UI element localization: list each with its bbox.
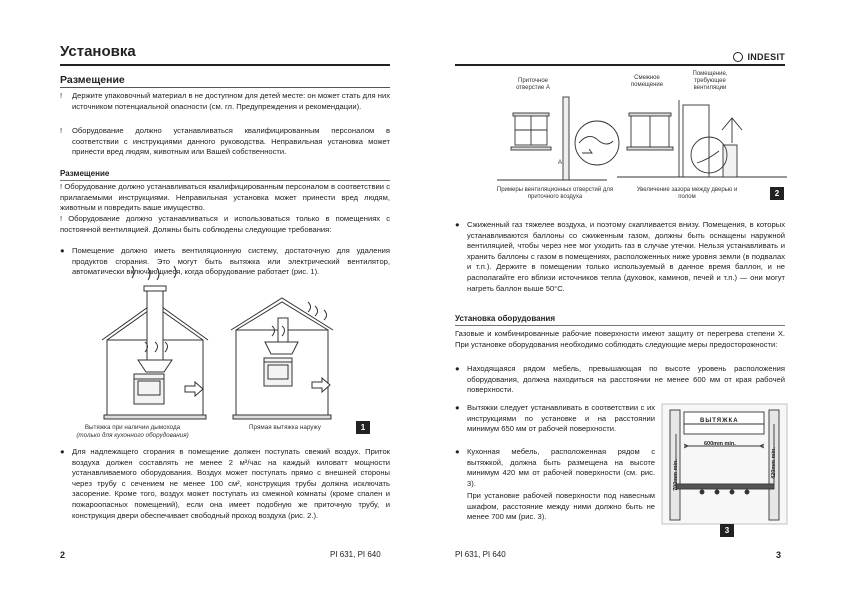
warning-packaging: ! Держите упаковочный материал в не доступном для детей месте: он может стать для них источником потенциальной опасности (см. гл. Предупреждения и рекомендации). bbox=[60, 91, 390, 111]
brand-icon bbox=[733, 52, 743, 62]
dim-600: 600mm min. bbox=[704, 441, 736, 447]
brand-name: INDESIT bbox=[747, 51, 786, 62]
dim-420: 420mm min. bbox=[770, 447, 777, 479]
caption-gap: Увеличение зазора между дверью и полом bbox=[636, 187, 738, 200]
label-hood: ВЫТЯЖКА bbox=[700, 418, 739, 424]
caption-direct: Прямая вытяжка наружу bbox=[249, 424, 321, 431]
section-rule bbox=[60, 87, 390, 88]
subsection-rule bbox=[60, 180, 390, 181]
figure-2-diagram bbox=[497, 95, 787, 195]
warning-qualified-text: Оборудование должно устанавливаться квалифицированным персоналом в соответствии с инструкциями данного руководства. Неправильная установка может принести вред людям, животным или Вашей собственности. bbox=[72, 126, 390, 157]
page-number-right: 3 bbox=[776, 550, 782, 560]
para-ventilation: ! Оборудование должно устанавливаться и использоваться только в помещениях с постоянной вентиляцией. Должны быть соблюдены следующие требования: bbox=[60, 214, 390, 234]
warning-qualified: ! Оборудование должно устанавливаться квалифицированным персоналом в соответствии с инструкциями данного руководства. Неправильная установка может принести вред людям, животным или Вашей собственности. bbox=[60, 126, 390, 157]
bullet-furniture-text: Находящаяся рядом мебель, превышающая по высоте уровень расположения оборудования, должна находиться на расстоянии не менее 600 мм от края рабочей поверхности. bbox=[467, 364, 785, 395]
bullet-fresh-air-text: Для надлежащего сгорания в помещение должен поступать свежий воздух. Приток воздуха должен составлять не менее 2 м³/час на каждый киловатт мощности устанавливаемого оборудования. Воздух может поступать прямо с внешней стороны через трубу с сечением не менее 100 см², конструкция трубы должна исключать засорение. Кроме того, воздух может поступать из смежной комнаты (кроме спален и пожароопасных помещений), если она имеет подобную же приточную трубу, и конструкция двери обеспечивает свободный проход воздуха (рис. 2.). bbox=[72, 447, 390, 520]
caption-chimney: Вытяжка при наличии дымохода bbox=[84, 424, 181, 431]
figure-1-diagram bbox=[60, 280, 390, 430]
label-adjacent: Смежное помещение bbox=[630, 75, 664, 88]
figure-3-number: 3 bbox=[720, 524, 734, 537]
bullet-ventilation-system-text: Помещение должно иметь вентиляционную систему, достаточную для удаления продуктов сгорания. Это могут быть вытяжка или электрический вентилятор, автоматически включающиеся, когда оборудование работает (рис. 1). bbox=[72, 246, 390, 277]
para-install: ! Оборудование должно устанавливаться квалифицированным персоналом в соответствии с прилагаемыми инструкциями. Неправильная установка может принести вред людям, животным и повредить ваше имущество. bbox=[60, 182, 390, 213]
caption-kitchen: (только для кухонного оборудования) bbox=[76, 432, 189, 439]
bullet-fresh-air: ● Для надлежащего сгорания в помещение должен поступать свежий воздух. Приток воздуха должен составлять не менее 2 м³/час на каждый киловатт мощности устанавливаемого оборудования. Воздух может поступать прямо с внешней стороны через трубу с сечением не менее 100 см², конструкция трубы должна исключать засорение. Кроме того, воздух может поступать из смежной комнаты (кроме спален и пожароопасных помещений), если она имеет подобную же приточную трубу, и конструкция двери обеспечивает свободный проход воздуха (рис. 2.). bbox=[60, 447, 390, 520]
para-wall-cabinet: При установке рабочей поверхности под навесным шкафом, расстояние между ними должно быть не менее 700 мм (рис. 3). bbox=[467, 491, 655, 522]
bullet-hood-text: Вытяжки следует устанавливать в соответствии с их инструкциями по установке и на расстоянии минимум 650 мм от рабочей поверхности. bbox=[467, 403, 655, 434]
figure-2-number: 2 bbox=[770, 187, 784, 200]
subsection-title: Размещение bbox=[60, 169, 110, 178]
model-right: PI 631, PI 640 bbox=[455, 550, 506, 559]
dim-700: 700mm min. bbox=[672, 459, 679, 491]
title-rule-left bbox=[60, 64, 390, 66]
warning-packaging-text: Держите упаковочный материал в не доступном для детей месте: он может стать для них источником потенциальной опасности (см. гл. Предупреждения и рекомендации). bbox=[72, 91, 390, 111]
model-left: PI 631, PI 640 bbox=[330, 550, 381, 559]
bullet-lpg-text: Сжиженный газ тяжелее воздуха, и поэтому скапливается внизу. Помещения, в которых устанавливаются баллоны со сжиженным газом, должны быть оснащены наружной вентиляцией, чтобы через нее мог уходить газ в случае утечки. Нельзя устанавливать и хранить баллоны с газом в помещениях, расположенных ниже уровня земли (в подвалах и т.п.). Держите в помещении только используемый в данное время баллон, и не располагайте его вблизи источников тепла (духовок, каминов, печей и т.п.) — они могут нагреть баллон выше 50°C. bbox=[467, 220, 785, 293]
figure-1-number: 1 bbox=[356, 421, 370, 434]
bullet-hood: ● Вытяжки следует устанавливать в соответствии с их инструкциями по установке и на расстоянии минимум 650 мм от рабочей поверхности. bbox=[455, 403, 655, 434]
section-title: Размещение bbox=[60, 74, 125, 86]
label-a: A bbox=[557, 160, 562, 166]
bullet-furniture: ● Находящаяся рядом мебель, превышающая по высоте уровень расположения оборудования, должна находиться на расстоянии не менее 600 мм от края рабочей поверхности. bbox=[455, 364, 785, 395]
bullet-lpg: ● Сжиженный газ тяжелее воздуха, и поэтому скапливается внизу. Помещения, в которых устанавливаются баллоны со сжиженным газом, должны быть оснащены наружной вентиляцией, чтобы через нее мог уходить газ в случае утечки. Нельзя устанавливать и хранить баллоны с газом в помещениях, расположенных ниже уровня земли (в подвалах и т.п.). Держите в помещении только используемый в данное время баллон, и не располагайте его вблизи источников тепла (духовок, каминов, печей и т.п.) — они могут нагреть баллон выше 50°C. bbox=[455, 220, 785, 293]
brand-logo bbox=[733, 48, 785, 66]
label-ventilated: Помещение, требующее вентиляции bbox=[692, 71, 728, 91]
label-inlet: Приточное отверстие А bbox=[516, 78, 550, 91]
para-overheat: Газовые и комбинированные рабочие поверхности имеют защиту от перегрева степени X. При установке оборудования необходимо соблюдать следующие меры предосторожности: bbox=[455, 329, 785, 349]
subsection-install: Установка оборудования bbox=[455, 314, 555, 323]
page-number-left: 2 bbox=[60, 550, 66, 560]
caption-examples: Примеры вентиляционных отверстий для приточного воздуха bbox=[496, 187, 614, 200]
bullet-cabinet: ● Кухонная мебель, расположенная рядом с вытяжкой, должна быть размещена на высоте минимум 420 мм от рабочей поверхности (см. рис. 3). bbox=[455, 447, 655, 488]
bullet-ventilation-system: ● Помещение должно иметь вентиляционную систему, достаточную для удаления продуктов сгорания. Это могут быть вытяжка или электрический вентилятор, автоматически включающиеся, когда оборудование работает (рис. 1). bbox=[60, 246, 390, 277]
bullet-cabinet-text: Кухонная мебель, расположенная рядом с вытяжкой, должна быть размещена на высоте минимум 420 мм от рабочей поверхности (см. рис. 3). bbox=[467, 447, 655, 488]
subsection-install-rule bbox=[455, 325, 785, 326]
page-title: Установка bbox=[60, 43, 136, 60]
